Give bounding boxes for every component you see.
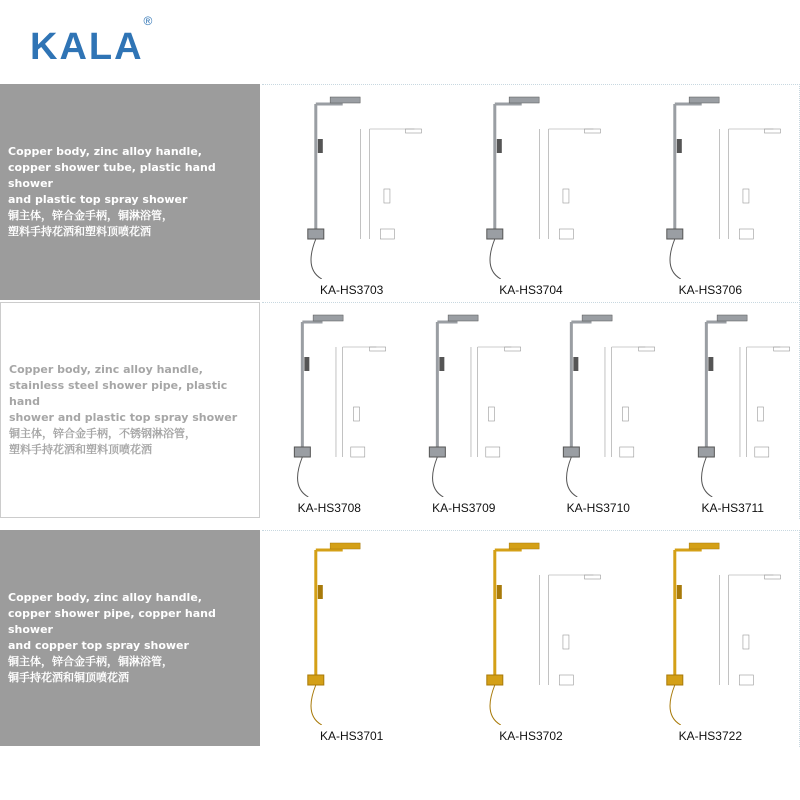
desc-line: Copper body, zinc alloy handle,	[8, 145, 202, 158]
product-card[interactable]	[441, 535, 620, 743]
shower-image	[262, 307, 397, 497]
desc-line: 塑料手持花洒和塑料顶喷花洒	[8, 225, 151, 238]
kala-logo	[30, 14, 153, 69]
product-card[interactable]	[621, 535, 800, 743]
product-model-label: KA-HS3708	[297, 501, 361, 515]
product-model-label: KA-HS3709	[432, 501, 496, 515]
desc-line: 铜主体，锌合金手柄，铜淋浴管，	[8, 209, 173, 222]
section-3-products	[262, 530, 800, 747]
product-model-label: KA-HS3722	[678, 729, 742, 743]
desc-line: stainless steel shower pipe, plastic hand	[9, 379, 228, 408]
desc-line: Copper body, zinc alloy handle,	[9, 363, 203, 376]
shower-image	[262, 89, 441, 279]
section-2-products	[262, 302, 800, 519]
section-1	[0, 84, 800, 300]
desc-line: copper shower pipe, copper hand shower	[8, 607, 216, 636]
section-3	[0, 530, 800, 746]
shower-image	[441, 89, 620, 279]
shower-image	[262, 535, 441, 725]
section-1-description	[0, 84, 260, 300]
shower-image	[666, 307, 800, 497]
shower-image	[621, 535, 800, 725]
product-card[interactable]	[262, 535, 441, 743]
desc-line: 铜主体，锌合金手柄，铜淋浴管，	[8, 655, 173, 668]
product-card[interactable]	[621, 89, 800, 297]
product-card[interactable]	[441, 89, 620, 297]
registered-mark: ®	[143, 14, 153, 29]
logo-text: KALA	[30, 26, 144, 68]
shower-image	[531, 307, 666, 497]
section-1-products	[262, 84, 800, 301]
product-model-label: KA-HS3711	[701, 501, 764, 515]
product-card[interactable]	[397, 307, 532, 515]
desc-line: copper shower tube, plastic hand shower	[8, 161, 216, 190]
product-card[interactable]	[262, 307, 397, 515]
desc-line: shower and plastic top spray shower	[9, 411, 238, 424]
product-model-label: KA-HS3704	[499, 283, 563, 297]
shower-image	[397, 307, 532, 497]
product-card[interactable]	[666, 307, 800, 515]
product-model-label: KA-HS3701	[319, 729, 384, 743]
desc-line: and plastic top spray shower	[8, 193, 188, 206]
desc-line: 塑料手持花洒和塑料顶喷花洒	[9, 443, 152, 456]
product-card[interactable]	[531, 307, 666, 515]
product-model-label: KA-HS3710	[566, 501, 630, 515]
product-model-label: KA-HS3702	[499, 729, 563, 743]
product-card[interactable]	[262, 89, 441, 297]
desc-line: 铜主体，锌合金手柄，不锈钢淋浴管，	[9, 427, 196, 440]
section-2	[0, 302, 800, 518]
product-model-label: KA-HS3706	[678, 283, 742, 297]
desc-line: 铜手持花洒和铜顶喷花洒	[8, 671, 129, 684]
desc-line: Copper body, zinc alloy handle,	[8, 591, 202, 604]
shower-image	[441, 535, 620, 725]
section-2-description	[0, 302, 260, 518]
product-model-label: KA-HS3703	[319, 283, 384, 297]
section-3-description	[0, 530, 260, 746]
desc-line: and copper top spray shower	[8, 639, 189, 652]
shower-image	[621, 89, 800, 279]
